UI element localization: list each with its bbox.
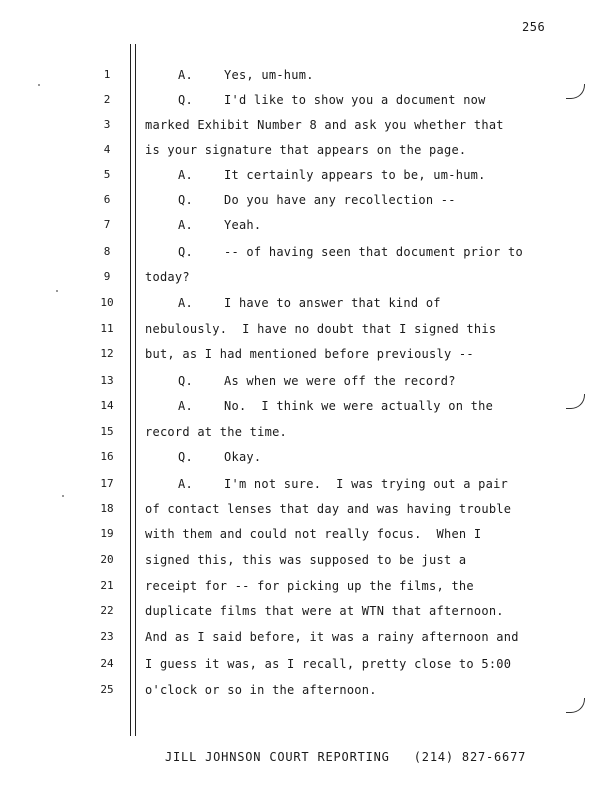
line-text	[178, 191, 456, 209]
speaker-label: A.	[178, 399, 193, 413]
testimony-text: Do you have any recollection --	[224, 193, 456, 207]
transcript-line	[0, 448, 600, 468]
testimony-text: with them and could not really focus. When I	[145, 527, 482, 541]
testimony-text: nebulously. I have no doubt that I signed this	[145, 322, 497, 336]
transcript-line	[0, 66, 600, 86]
testimony-text: No. I think we were actually on the	[224, 399, 494, 413]
line-number: 12	[100, 347, 114, 360]
line-number: 8	[103, 245, 111, 258]
speaker-label: A.	[178, 68, 193, 82]
line-number: 13	[100, 374, 114, 387]
line-text	[145, 500, 511, 518]
speaker-label: A.	[178, 218, 193, 232]
line-text	[178, 66, 314, 84]
transcript-line	[0, 628, 600, 648]
transcript-line	[0, 423, 600, 443]
transcript-line	[0, 397, 600, 417]
testimony-text: I'm not sure. I was trying out a pair	[224, 477, 509, 491]
line-text	[178, 243, 523, 261]
speaker-label: Q.	[178, 374, 193, 388]
transcript-line	[0, 551, 600, 571]
testimony-text: marked Exhibit Number 8 and ask you whether that	[145, 118, 504, 132]
transcript-line	[0, 268, 600, 288]
transcript-line	[0, 475, 600, 495]
line-number: 23	[100, 630, 114, 643]
testimony-text: receipt for -- for picking up the films, the	[145, 579, 474, 593]
transcript-line	[0, 243, 600, 263]
testimony-text: Okay.	[224, 450, 262, 464]
line-text	[145, 655, 511, 673]
scan-speck	[38, 84, 40, 86]
line-number: 2	[103, 93, 111, 106]
line-text	[145, 141, 466, 159]
transcript-line	[0, 655, 600, 675]
line-number: 16	[100, 450, 114, 463]
speaker-label: A.	[178, 168, 193, 182]
testimony-text: is your signature that appears on the page.	[145, 143, 467, 157]
line-number: 22	[100, 604, 114, 617]
speaker-label: Q.	[178, 93, 193, 107]
line-number: 14	[100, 399, 114, 412]
line-text	[145, 116, 504, 134]
line-text	[145, 320, 496, 338]
testimony-text: record at the time.	[145, 425, 288, 439]
line-number: 21	[100, 579, 114, 592]
line-number: 19	[100, 527, 114, 540]
testimony-text: of contact lenses that day and was having trouble	[145, 502, 512, 516]
line-number: 17	[100, 477, 114, 490]
line-text	[178, 372, 456, 390]
footer-phone: (214) 827-6677	[413, 750, 527, 764]
transcript-line	[0, 372, 600, 392]
transcript-line	[0, 500, 600, 520]
line-text	[145, 423, 287, 441]
line-number: 6	[103, 193, 111, 206]
line-number: 4	[103, 143, 111, 156]
line-text	[178, 91, 486, 109]
scan-speck	[56, 290, 58, 292]
testimony-text: As when we were off the record?	[224, 374, 456, 388]
line-text	[178, 294, 441, 312]
testimony-text: today?	[145, 270, 190, 284]
testimony-text: I'd like to show you a document now	[224, 93, 486, 107]
testimony-text: signed this, this was supposed to be just a	[145, 553, 467, 567]
line-number: 5	[103, 168, 111, 181]
transcript-line	[0, 681, 600, 701]
speaker-label: A.	[178, 477, 193, 491]
line-text	[145, 268, 190, 286]
transcript-line	[0, 116, 600, 136]
transcript-line	[0, 345, 600, 365]
testimony-text: Yes, um-hum.	[224, 68, 314, 82]
line-text	[145, 577, 474, 595]
transcript-line	[0, 191, 600, 211]
transcript-line	[0, 525, 600, 545]
transcript-line	[0, 166, 600, 186]
line-number: 18	[100, 502, 114, 515]
speaker-label: Q.	[178, 450, 193, 464]
line-number: 15	[100, 425, 114, 438]
footer-reporter: JILL JOHNSON COURT REPORTING	[165, 750, 390, 764]
speaker-label: Q.	[178, 245, 193, 259]
line-number: 3	[103, 118, 111, 131]
line-number: 11	[100, 322, 114, 335]
footer	[165, 750, 526, 764]
line-text	[145, 602, 504, 620]
line-text	[178, 397, 493, 415]
line-text	[145, 681, 377, 699]
transcript-line	[0, 141, 600, 161]
transcript-line	[0, 91, 600, 111]
line-number: 7	[103, 218, 111, 231]
transcript-line	[0, 320, 600, 340]
line-number: 9	[103, 270, 111, 283]
transcript-line	[0, 577, 600, 597]
line-text	[145, 628, 519, 646]
line-number: 25	[100, 683, 114, 696]
testimony-text: duplicate films that were at WTN that afternoon.	[145, 604, 504, 618]
line-number: 1	[103, 68, 111, 81]
line-text	[178, 216, 261, 234]
line-text	[145, 525, 481, 543]
line-number: 10	[100, 296, 114, 309]
testimony-text: It certainly appears to be, um-hum.	[224, 168, 486, 182]
page-number: 256	[522, 20, 546, 34]
testimony-text: And as I said before, it was a rainy afternoon and	[145, 630, 519, 644]
line-text	[145, 345, 474, 363]
transcript-line	[0, 216, 600, 236]
speaker-label: Q.	[178, 193, 193, 207]
scan-speck	[62, 495, 64, 497]
line-number: 24	[100, 657, 114, 670]
line-text	[178, 448, 261, 466]
line-text	[145, 551, 466, 569]
testimony-text: Yeah.	[224, 218, 262, 232]
testimony-text: o'clock or so in the afternoon.	[145, 683, 377, 697]
testimony-text: I guess it was, as I recall, pretty close to 5:00	[145, 657, 512, 671]
line-text	[178, 475, 508, 493]
testimony-text: but, as I had mentioned before previously --	[145, 347, 474, 361]
transcript-line	[0, 602, 600, 622]
testimony-text: I have to answer that kind of	[224, 296, 441, 310]
line-number: 20	[100, 553, 114, 566]
transcript-line	[0, 294, 600, 314]
speaker-label: A.	[178, 296, 193, 310]
testimony-text: -- of having seen that document prior to	[224, 245, 523, 259]
line-text	[178, 166, 486, 184]
